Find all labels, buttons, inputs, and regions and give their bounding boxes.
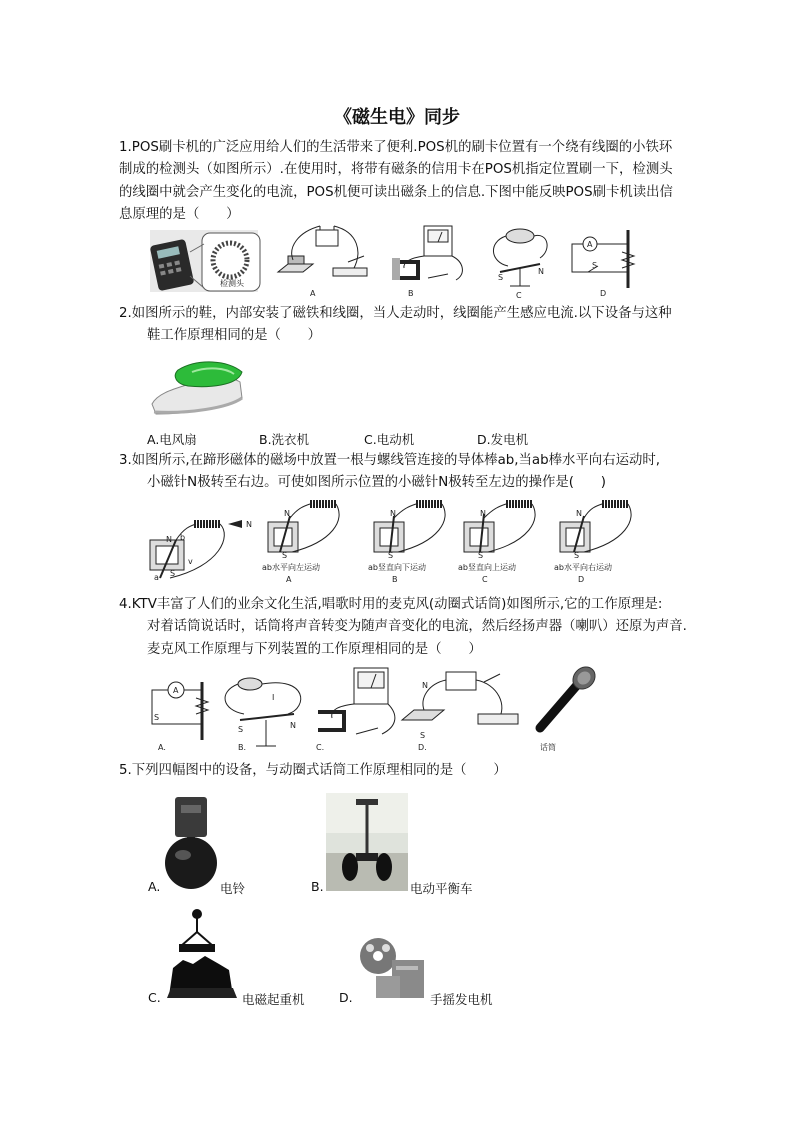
q3-caption-c: ab竖直向上运动 <box>458 563 516 572</box>
hand-generator-image <box>356 932 428 1002</box>
balance-scooter-image <box>326 793 408 891</box>
q5-option-b-letter[interactable]: B. <box>311 879 324 894</box>
q2-option-c[interactable]: C.电动机 <box>364 432 415 447</box>
q3-line: 3.如图所示,在蹄形磁体的磁场中放置一根与螺线管连接的导体棒ab,当ab棒水平向右运动时, <box>119 453 661 468</box>
q4-line: 4.KTV丰富了人们的业余文化生活,唱歌时用的麦克风(动圈式话筒)如图所示,它的工作原理是: <box>119 597 663 612</box>
q5-option-d-letter[interactable]: D. <box>339 990 353 1005</box>
q3-option-a-diagram <box>262 504 339 584</box>
question-1-text <box>119 137 673 226</box>
q2-option-a[interactable]: A.电风扇 <box>147 432 197 447</box>
q3-letter-d: D <box>578 575 585 584</box>
q3-caption-b: ab竖直向下运动 <box>368 563 426 572</box>
q4-line: 麦克风工作原理与下列装置的工作原理相同的是（ ） <box>147 641 482 657</box>
q1-label-a: A <box>310 289 316 298</box>
q3-c-n: N <box>480 509 486 518</box>
q3-caption-d: ab水平向右运动 <box>554 563 612 572</box>
q4-option-d-diagram <box>402 672 518 752</box>
ref-s: S <box>170 569 176 578</box>
mic-label: 话筒 <box>540 743 556 752</box>
q3-caption-a: ab水平向左运动 <box>262 563 320 572</box>
q1-c-s-pole: S <box>498 273 504 282</box>
pos-machine-image <box>150 230 260 292</box>
microphone-image <box>540 662 600 752</box>
q4-option-b-diagram <box>225 678 301 752</box>
ref-v: v <box>188 557 193 566</box>
q1-label-b: B <box>408 289 414 298</box>
ref-n: N <box>166 535 172 544</box>
q5-line: 5.下列四幅图中的设备，与动圈式话筒工作原理相同的是（ ） <box>119 763 507 778</box>
q3-a-n: N <box>284 509 290 518</box>
q5-option-a-name[interactable]: 电铃 <box>220 881 246 896</box>
q1-line: 1.POS刷卡机的广泛应用给人们的生活带来了便利.POS机的刷卡位置有一个绕有线圈的小铁环 <box>119 140 673 155</box>
q3-d-n: N <box>576 509 582 518</box>
ref-a: a <box>154 573 159 582</box>
q4-d-n: N <box>422 681 428 690</box>
q3-reference-diagram <box>150 520 252 582</box>
q1-d-switch-label: S <box>592 261 598 270</box>
q3-letter-b: B <box>392 575 398 584</box>
q1-figure <box>148 222 648 300</box>
q1-option-b-diagram <box>392 226 462 298</box>
q5-option-b-name[interactable]: 电动平衡车 <box>410 881 473 896</box>
q4-a-switch: S <box>154 713 160 722</box>
electric-bell-image <box>161 793 221 893</box>
needle-n: N <box>246 520 252 529</box>
q4-label-d: D. <box>418 743 427 752</box>
electromagnetic-crane-image <box>163 908 241 1002</box>
q4-option-a-diagram <box>152 682 208 752</box>
ammeter-symbol: A <box>587 240 593 249</box>
q4-b-n: N <box>290 721 296 730</box>
q5-option-a-letter[interactable]: A. <box>148 879 161 894</box>
q1-line: 的线圈中就会产生变化的电流，POS机便可读出磁条上的信息.下图中能反映POS刷卡机读出信 <box>119 184 673 200</box>
q1-option-d-diagram <box>572 230 634 298</box>
q3-b-s: S <box>388 551 394 560</box>
q1-line: 制成的检测头（如图所示）.在使用时，将带有磁条的信用卡在POS机指定位置刷一下，检测头 <box>119 162 673 178</box>
q3-figure <box>140 496 650 588</box>
q3-option-b-diagram <box>368 504 445 584</box>
question-3-text <box>119 450 660 495</box>
q2-line: 2.如图所示的鞋，内部安装了磁铁和线圈，当人走动时，线圈能产生感应电流.以下设备与这种 <box>119 306 672 321</box>
q2-option-b[interactable]: B.洗衣机 <box>259 432 310 447</box>
q1-option-a-diagram <box>278 226 367 298</box>
q3-letter-a: A <box>286 575 292 584</box>
q4-d-s: S <box>420 731 426 740</box>
q4-ammeter-symbol: A <box>173 686 179 695</box>
question-4-text <box>119 594 687 661</box>
question-5-text <box>119 760 507 782</box>
q4-figure <box>148 662 600 756</box>
q5-option-c-letter[interactable]: C. <box>148 990 161 1005</box>
q1-c-n-pole: N <box>538 267 544 276</box>
q3-c-s: S <box>478 551 484 560</box>
q4-label-a: A. <box>158 743 166 752</box>
q1-label-d: D <box>600 289 607 298</box>
page-title: 《磁生电》同步 <box>334 107 460 128</box>
q5-option-d-name[interactable]: 手摇发电机 <box>430 992 493 1007</box>
question-2-text <box>119 303 672 348</box>
q1-label-c: C <box>516 291 522 300</box>
detector-label: 检测头 <box>220 279 244 288</box>
q4-label-c: C. <box>316 743 325 752</box>
q3-a-s: S <box>282 551 288 560</box>
q3-d-s: S <box>574 551 580 560</box>
q4-label-b: B. <box>238 743 247 752</box>
q5-option-c-name[interactable]: 电磁起重机 <box>242 992 305 1007</box>
q2-line: 鞋工作原理相同的是（ ） <box>147 328 322 344</box>
q4-b-current: I <box>272 693 275 702</box>
q3-letter-c: C <box>482 575 488 584</box>
q3-line: 小磁针N极转至右边。可使如图所示位置的小磁针N极转至左边的操作是( ) <box>147 475 606 491</box>
q3-b-n: N <box>390 509 396 518</box>
q1-line: 息原理的是（ ） <box>119 206 240 222</box>
q1-option-c-diagram <box>493 229 547 300</box>
q2-option-d[interactable]: D.发电机 <box>477 432 529 447</box>
shoe-image <box>148 352 246 420</box>
ref-b: b <box>180 533 186 542</box>
q3-option-c-diagram <box>458 504 535 584</box>
q3-option-d-diagram <box>554 504 631 584</box>
q4-b-s: S <box>238 725 244 734</box>
q4-option-c-diagram <box>316 668 395 752</box>
q4-line: 对着话筒说话时，话筒将声音转变为随声音变化的电流，然后经扬声器（喇叭）还原为声音. <box>147 619 687 635</box>
